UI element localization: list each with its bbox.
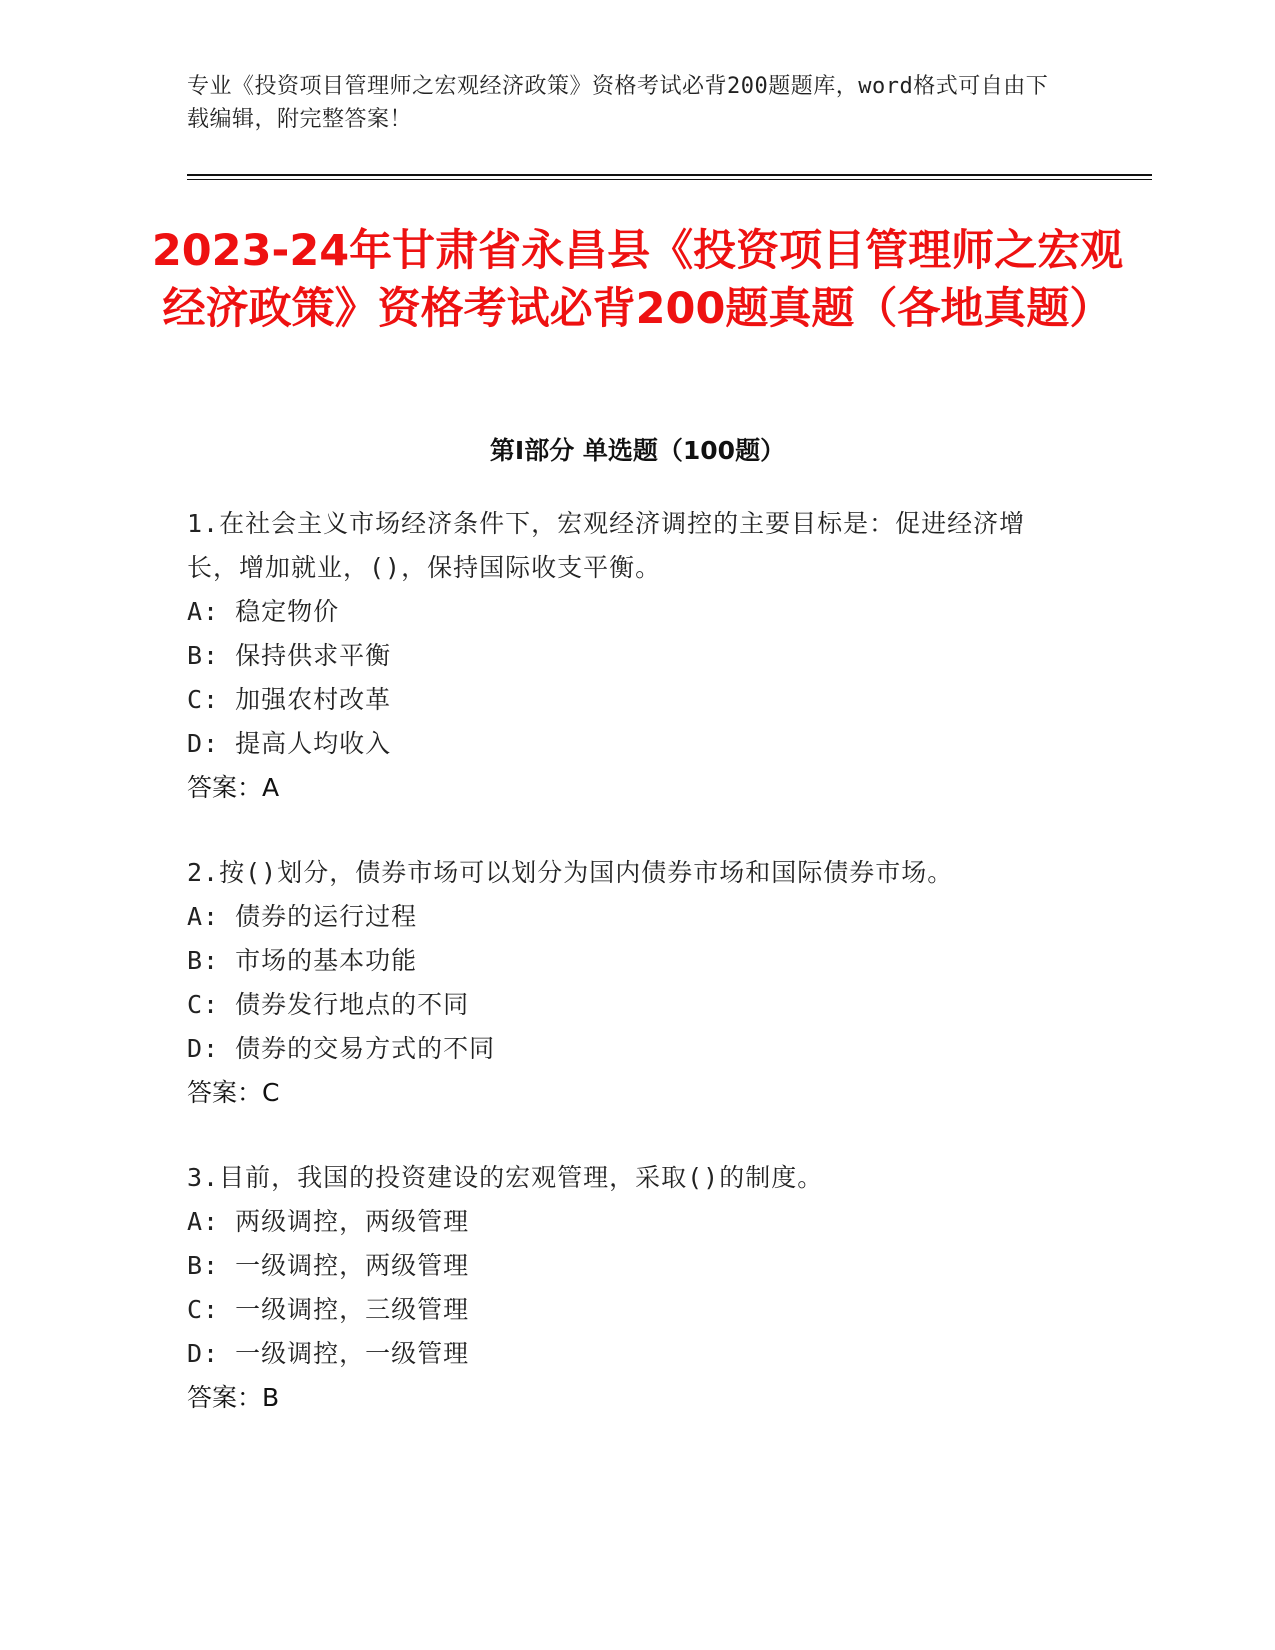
answer-line: 答案：B <box>187 1383 280 1412</box>
option-a: A: 稳定物价 <box>187 597 340 626</box>
option-d: D: 债券的交易方式的不同 <box>187 1034 496 1063</box>
option-c: C: 一级调控，三级管理 <box>187 1295 470 1324</box>
document-title: 2023-24年甘肃省永昌县《投资项目管理师之宏观经济政策》资格考试必背200题真题（各地真题） <box>151 226 1124 334</box>
header-divider-thin <box>187 179 1152 180</box>
option-d: D: 提高人均收入 <box>187 729 392 758</box>
option-b: B: 市场的基本功能 <box>187 946 418 975</box>
question-2 <box>187 851 1067 1115</box>
header-divider <box>187 174 1152 179</box>
option-b: B: 保持供求平衡 <box>187 641 392 670</box>
question-stem: 2.按()划分，债券市场可以划分为国内债券市场和国际债券市场。 <box>187 858 954 887</box>
answer-line: 答案：A <box>187 773 280 802</box>
option-c: C: 债券发行地点的不同 <box>187 990 470 1019</box>
question-stem: 1.在社会主义市场经济条件下，宏观经济调控的主要目标是：促进经济增长，增加就业，()，保持国际收支平衡。 <box>187 509 1026 582</box>
option-a: A: 债券的运行过程 <box>187 902 418 931</box>
header-divider-thick <box>187 174 1152 176</box>
option-d: D: 一级调控，一级管理 <box>187 1339 470 1368</box>
answer-line: 答案：C <box>187 1078 280 1107</box>
section-title: 第I部分 单选题（100题） <box>489 436 786 465</box>
question-1 <box>187 502 1067 810</box>
option-a: A: 两级调控，两级管理 <box>187 1207 470 1236</box>
header-note: 专业《投资项目管理师之宏观经济政策》资格考试必背200题题库，word格式可自由下载编辑，附完整答案！ <box>187 74 1049 132</box>
question-3 <box>187 1156 1067 1420</box>
option-b: B: 一级调控，两级管理 <box>187 1251 470 1280</box>
option-c: C: 加强农村改革 <box>187 685 392 714</box>
question-stem: 3.目前，我国的投资建设的宏观管理，采取()的制度。 <box>187 1163 824 1192</box>
